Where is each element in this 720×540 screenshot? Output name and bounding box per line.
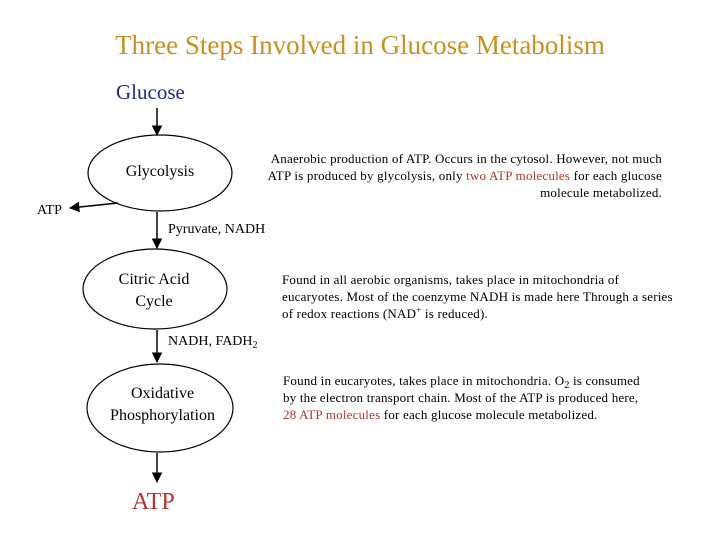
final-atp-label: ATP (132, 489, 175, 515)
pyruvate-nadh-label: Pyruvate, NADH (168, 222, 266, 237)
oxidative-phosphorylation-description: Found in eucaryotes, takes place in mitochondria. $O_2$ is consumed by the electron transport chain. Most of the ATP is produced here, 28 ATP molecules for each glucose molecule metabolized. (283, 373, 640, 422)
arrow-glycolysis-to-atp (70, 203, 118, 208)
oxidative-phosphorylation-label: Oxidative Phosphorylation (110, 385, 215, 424)
citric-acid-cycle-description: Found in all aerobic organisms, takes place in mitochondria of eucaryotes. Most of the coenzyme NADH is made here Through a series of redox reactions (NAD+ is reduced). (282, 272, 673, 321)
two-atp-highlight: two ATP molecules (466, 168, 571, 183)
glucose-label: Glucose (116, 80, 185, 104)
nadh-fadh2-label: NADH, $FADH_2$ (168, 334, 258, 351)
citric-acid-cycle-label: Citric Acid Cycle (118, 271, 190, 310)
glycolysis-label: Glycolysis (125, 163, 195, 180)
glycolysis-description: Anaerobic production of ATP. Occurs in the cytosol. However, not much ATP is produced by glycolysis, only two ATP molecules for each glucose molecule metabolized. (267, 151, 662, 200)
28-atp-highlight: 28 ATP molecules (283, 407, 381, 422)
atp-side-output: ATP (37, 203, 62, 218)
page-title: Three Steps Involved in Glucose Metabolism (115, 30, 605, 60)
